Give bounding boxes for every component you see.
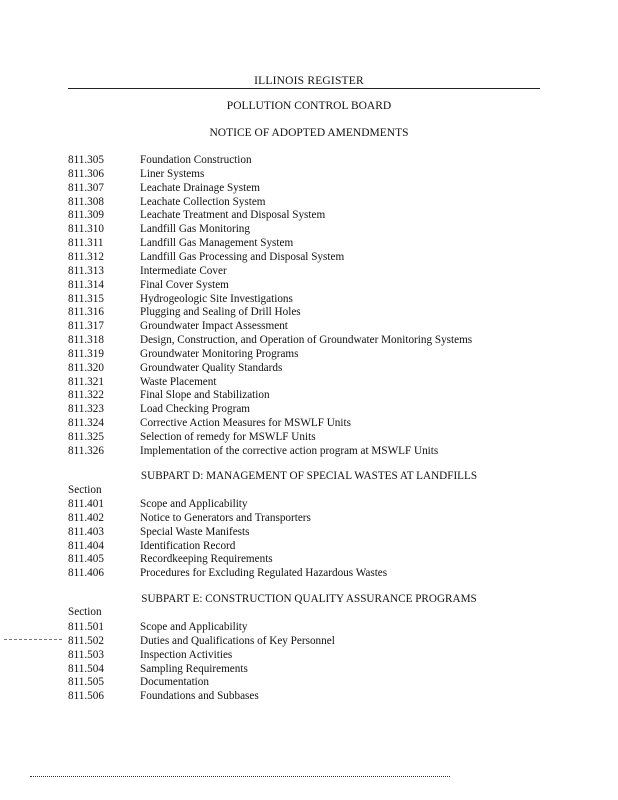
section-title: Implementation of the corrective action program at MSWLF Units [140,444,439,457]
section-number: 811.316 [68,306,104,319]
section-number: 811.326 [68,444,104,457]
section-title: Leachate Drainage System [140,181,260,194]
section-title: Documentation [140,676,209,689]
section-title: Landfill Gas Management System [140,237,294,250]
notice-title: NOTICE OF ADOPTED AMENDMENTS [209,127,409,139]
subpart-e-heading: SUBPART E: CONSTRUCTION QUALITY ASSURANCE PROGRAMS [141,593,477,605]
section-title: Design, Construction, and Operation of Groundwater Monitoring Systems [140,334,473,347]
section-number: 811.305 [68,154,104,166]
section-title: Plugging and Sealing of Drill Holes [140,306,301,319]
section-title: Final Cover System [140,278,229,291]
subpart-d-heading: SUBPART D: MANAGEMENT OF SPECIAL WASTES AT LANDFILLS [140,470,478,482]
section-title: Groundwater Monitoring Programs [140,347,299,360]
section-number: 811.406 [68,567,104,580]
section-number: 811.501 [68,621,104,633]
section-title: Identification Record [140,539,236,552]
section-title: Scope and Applicability [140,621,248,633]
section-title: Groundwater Quality Standards [140,361,283,374]
section-number: 811.321 [68,375,104,388]
section-number: 811.401 [68,498,104,510]
section-number: 811.324 [68,417,104,430]
section-title: Load Checking Program [140,403,250,416]
section-title: Notice to Generators and Transporters [140,511,311,524]
section-number: 811.403 [68,525,104,538]
section-title: Groundwater Impact Assessment [140,320,288,333]
subpart-d-section-label: Section [68,484,102,496]
section-title: Special Waste Manifests [140,525,250,538]
section-title: Liner Systems [140,167,205,180]
section-title: Recordkeeping Requirements [140,553,273,566]
subpart-e-section-label: Section [68,606,102,618]
section-number: 811.313 [68,264,104,277]
section-number: 811.506 [68,690,104,703]
section-number: 811.308 [68,195,104,208]
section-title: Leachate Treatment and Disposal System [140,209,326,222]
section-number: 811.312 [68,250,104,263]
section-title: Inspection Activities [140,648,233,661]
section-title: Hydrogeologic Site Investigations [140,292,293,305]
section-number: 811.318 [68,334,104,347]
section-number: 811.404 [68,539,104,552]
section-title: Selection of remedy for MSWLF Units [140,431,316,443]
section-title: Foundation Construction [140,154,252,166]
board-title: POLLUTION CONTROL BOARD [226,100,392,112]
section-number: 811.323 [68,403,104,416]
section-number: 811.315 [68,292,104,305]
section-title: Landfill Gas Processing and Disposal System [140,250,345,263]
section-number: 811.306 [68,167,104,180]
section-title: Foundations and Subbases [140,690,259,703]
section-number: 811.503 [68,648,104,661]
section-number: 811.307 [68,181,104,194]
section-number: 811.322 [68,389,104,402]
section-number: 811.325 [68,431,104,443]
section-number: 811.311 [68,237,104,250]
section-number: 811.504 [68,662,104,675]
section-number: 811.310 [68,223,104,236]
section-title: Waste Placement [140,375,217,388]
section-title: Duties and Qualifications of Key Personnel [140,634,335,647]
section-number: 811.402 [68,511,104,524]
section-number: 811.319 [68,347,104,360]
header-rule [68,88,540,89]
section-title: Corrective Action Measures for MSWLF Units [140,417,351,430]
section-number: 811.505 [68,676,104,689]
section-title: Sampling Requirements [140,662,248,675]
section-number: 811.320 [68,361,104,374]
section-title: Landfill Gas Monitoring [140,223,250,236]
margin-mark [4,639,62,640]
footer-rule [30,776,450,777]
section-title: Intermediate Cover [140,264,227,277]
section-number: 811.309 [68,209,104,222]
register-title: ILLINOIS REGISTER [254,75,364,87]
section-title: Leachate Collection System [140,195,266,208]
section-number: 811.405 [68,553,104,566]
section-title: Scope and Applicability [140,498,248,510]
section-number: 811.502 [68,634,104,647]
section-title: Procedures for Excluding Regulated Hazardous Wastes [140,567,388,580]
section-number: 811.317 [68,320,104,333]
section-title: Final Slope and Stabilization [140,389,270,402]
section-number: 811.314 [68,278,104,291]
